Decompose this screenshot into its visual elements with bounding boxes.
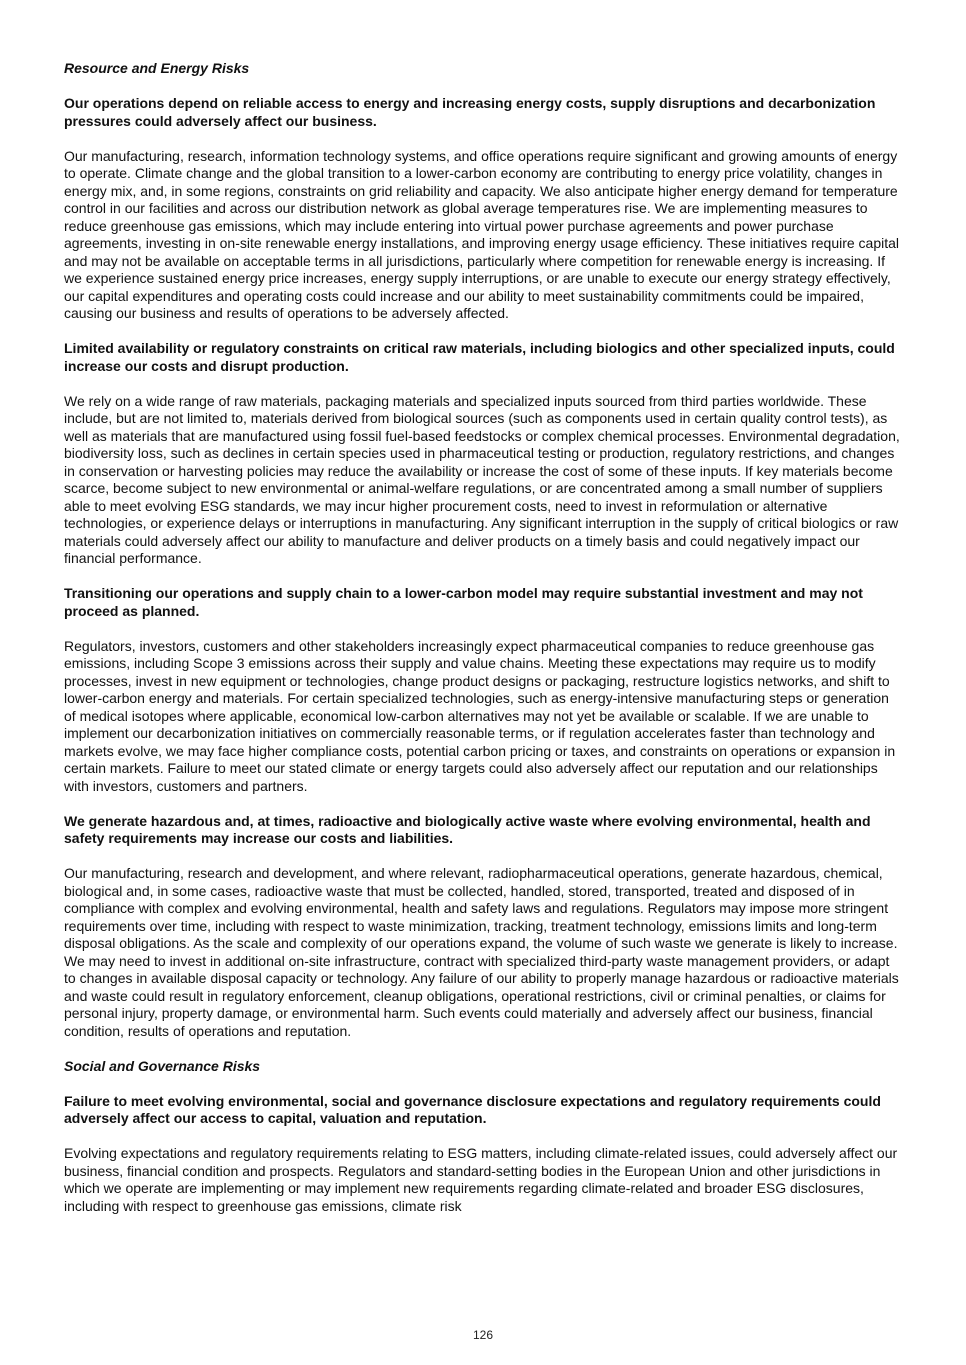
risk-heading-hazardous-waste: We generate hazardous and, at times, radioactive and biologically active waste where evolving environmental, health and safety requirements may increase our costs and liabilities. xyxy=(64,812,871,846)
risk-heading-raw-materials: Limited availability or regulatory constraints on critical raw materials, including biologics and other specialized inputs, could increase our costs and disrupt production. xyxy=(64,340,895,374)
section-title-social-governance: Social and Governance Risks xyxy=(64,1057,261,1074)
risk-body-raw-materials: We rely on a wide range of raw materials, packaging materials and specialized inputs sourced from third parties worldwide. These include, but are not limited to, materials derived from biological sources (such as components used in certain quality control tests), as well as materials that are manufactured using fossil fuel-based feedstocks or complex chemical processes. Environmental degradation, biodiversity loss, such as declines in certain species used in pharmaceutical testing or production, regulatory restrictions, and changes in conservation or harvesting policies may reduce the availability or increase the cost of some of these inputs. If key materials become scarce, become subject to new environmental or animal-welfare regulations, or are concentrated among a small number of suppliers able to meet evolving ESG standards, we may incur higher procurement costs, need to invest in reformulation or alternative technologies, or experience delays or interruptions in manufacturing. Any significant interruption in the supply of critical biologics or raw materials could adversely affect our ability to manufacture and deliver products on a timely basis and could negatively impact our financial performance. xyxy=(64,392,900,566)
risk-heading-energy: Our operations depend on reliable access to energy and increasing energy costs, supply disruptions and decarbonization pressures could adversely affect our business. xyxy=(64,95,876,129)
risk-body-energy: Our manufacturing, research, information technology systems, and office operations require significant and growing amounts of energy to operate. Climate change and the global transition to a lower-carbon economy are contributing to energy price volatility, changes in energy mix, and, in some regions, constraints on grid reliability and capacity. We also anticipate higher energy demand for temperature control in our facilities and across our distribution network as global average temperatures rise. We are implementing measures to reduce greenhouse gas emissions, which may include entering into virtual power purchase agreements and power purchase agreements, investing in on-site renewable energy installations, and improving energy usage efficiency. These initiatives require capital and may not be available on acceptable terms in all jurisdictions, particularly where competition for renewable energy is increasing. If we experience sustained energy price increases, energy supply interruptions, or are unable to execute our energy strategy effectively, our capital expenditures and operating costs could increase and our ability to meet sustainability commitments could be impaired, causing our business and results of operations to be adversely affected. xyxy=(64,147,900,321)
risk-body-hazardous-waste: Our manufacturing, research and development, and where relevant, radiopharmaceutical operations, generate hazardous, chemical, biological and, in some cases, radioactive waste that must be collected, handled, stored, transported, treated and disposed of in compliance with complex and evolving environmental, health and safety laws and regulations. Regulators may impose more stringent requirements over time, including with respect to waste minimization, tracking, treatment technology, emissions limits and long-term disposal obligations. As the scale and complexity of our operations expand, the volume of such waste we generate is likely to increase. We may need to invest in additional on-site infrastructure, contract with specialized third-party waste management providers, or adapt to changes in available disposal capacity or technology. Any failure of our ability to properly manage hazardous or radioactive materials and waste could result in regulatory enforcement, cleanup obligations, operational restrictions, civil or criminal penalties, or claims for personal injury, property damage, or environmental harm. Such events could materially and adversely affect our business, financial condition, results of operations and reputation. xyxy=(64,865,899,1039)
risk-body-low-carbon-transition: Regulators, investors, customers and other stakeholders increasingly expect pharmaceutical companies to reduce greenhouse gas emissions, including Scope 3 emissions across their supply and value chains. Meeting these expectations may require us to modify processes, invest in new equipment or technologies, change product designs or packaging, restructure logistics networks, and shift to lower-carbon energy and materials. For certain specialized technologies, such as energy-intensive manufacturing steps or generation of medical isotopes where applicable, economical low-carbon alternatives may not yet be available or scalable. If we are unable to implement our decarbonization initiatives on commercially reasonable terms, or if regulation accelerates faster than technology and markets evolve, we may face higher compliance costs, potential carbon pricing or taxes, and constraints on operations or expansion in certain markets. Failure to meet our stated climate or energy targets could also adversely affect our reputation and our relationships with investors, customers and partners. xyxy=(64,637,896,794)
document-page xyxy=(64,60,902,1233)
risk-heading-low-carbon-transition: Transitioning our operations and supply chain to a lower-carbon model may require substantial investment and may not proceed as planned. xyxy=(64,585,863,619)
risk-heading-esg-disclosure: Failure to meet evolving environmental, social and governance disclosure expectations and regulatory requirements could adversely affect our access to capital, valuation and reputation. xyxy=(64,1092,881,1126)
risk-body-esg-disclosure: Evolving expectations and regulatory requirements relating to ESG matters, including climate-related issues, could adversely affect our business, financial condition and prospects. Regulators and standard-setting bodies in the European Union and other jurisdictions in which we operate are implementing or may implement new requirements regarding climate-related and broader ESG disclosures, including with respect to greenhouse gas emissions, climate risk xyxy=(64,1145,898,1214)
page-number: 126 xyxy=(472,1328,494,1342)
section-title-resource-energy: Resource and Energy Risks xyxy=(64,60,250,76)
